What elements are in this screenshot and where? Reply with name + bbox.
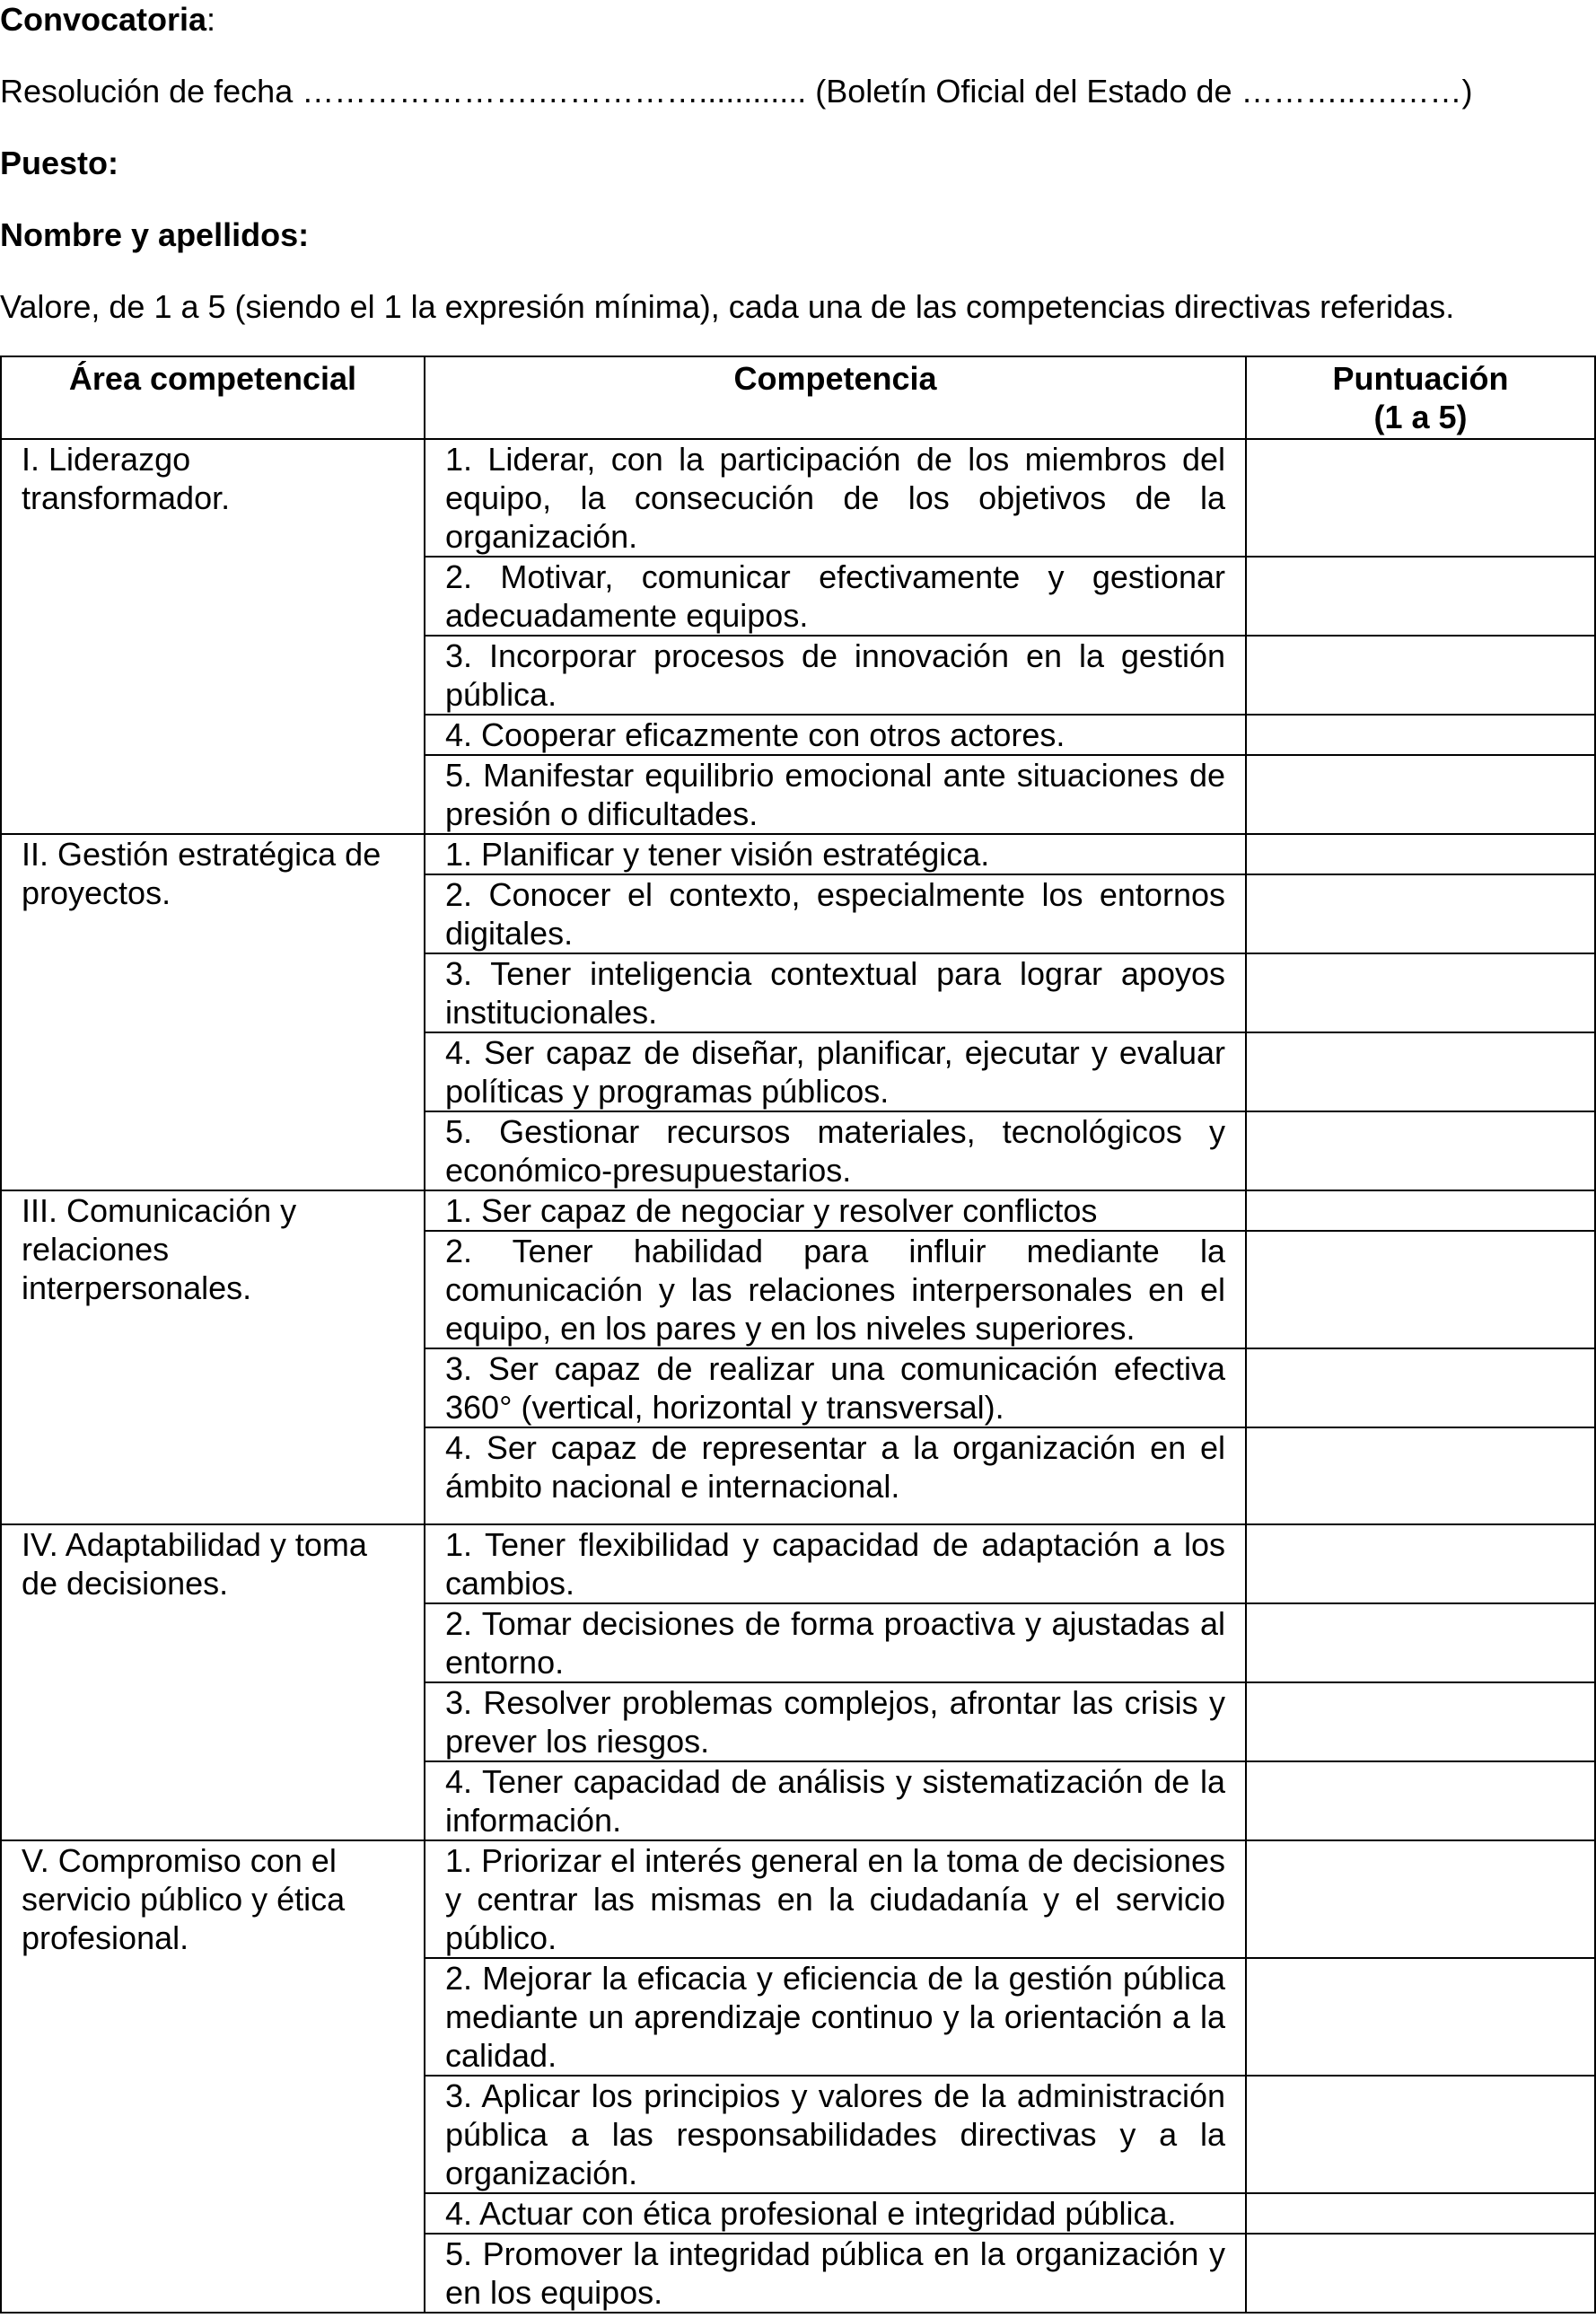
table-body [1,439,1595,2313]
puntuacion-cell[interactable] [1246,874,1595,953]
competencia-text: 4. Ser capaz de diseñar, planificar, ejecutar y evaluar políticas y programas públicos. [425,1032,1246,1111]
puntuacion-cell[interactable] [1246,2193,1595,2234]
competencia-text: 4. Cooperar eficazmente con otros actores. [425,715,1246,755]
competencia-text: 3. Incorporar procesos de innovación en la gestión pública. [425,636,1246,715]
convocatoria-colon: : [206,1,216,38]
header-area: Área competencial [1,356,425,439]
competencia-text: 1. Priorizar el interés general en la toma de decisiones y centrar las mismas en la ciudadanía y el servicio público. [425,1840,1246,1958]
competencia-text: 5. Gestionar recursos materiales, tecnológicos y económico-presupuestarios. [425,1111,1246,1190]
puntuacion-cell[interactable] [1246,715,1595,755]
header-puntuacion [1246,356,1595,439]
puntuacion-cell[interactable] [1246,2076,1595,2193]
competencia-text: 1. Ser capaz de negociar y resolver conflictos [425,1190,1246,1231]
competencia-text: 1. Planificar y tener visión estratégica. [425,834,1246,874]
puntuacion-cell[interactable] [1246,1682,1595,1761]
puntuacion-cell[interactable] [1246,1603,1595,1682]
header-competencia: Competencia [425,356,1246,439]
competencia-text: 1. Tener flexibilidad y capacidad de adaptación a los cambios. [425,1524,1246,1603]
competencia-text: 2. Mejorar la eficacia y eficiencia de la gestión pública mediante un aprendizaje continuo y la orientación a la calidad. [425,1958,1246,2076]
area-name: III. Comunicación y relaciones interpersonales. [1,1190,425,1524]
puntuacion-cell[interactable] [1246,953,1595,1032]
puntuacion-cell[interactable] [1246,1427,1595,1524]
instruction-text: Valore, de 1 a 5 (siendo el 1 la expresión mínima), cada una de las competencias directivas referidas. [0,288,1455,325]
table-row [1,1840,1595,1958]
puntuacion-cell[interactable] [1246,636,1595,715]
competencia-text: 1. Liderar, con la participación de los miembros del equipo, la consecución de los objetivos de la organización. [425,439,1246,557]
competencia-text: 3. Tener inteligencia contextual para lograr apoyos institucionales. [425,953,1246,1032]
area-name: II. Gestión estratégica de proyectos. [1,834,425,1190]
puntuacion-cell[interactable] [1246,834,1595,874]
puntuacion-cell[interactable] [1246,1190,1595,1231]
header-puntuacion-line1: Puntuación [1332,360,1509,397]
puntuacion-cell[interactable] [1246,1524,1595,1603]
area-name: IV. Adaptabilidad y toma de decisiones. [1,1524,425,1840]
competencia-text: 3. Ser capaz de realizar una comunicación efectiva 360° (vertical, horizontal y transversal). [425,1348,1246,1427]
table-row [1,439,1595,557]
competencia-text: 5. Promover la integridad pública en la organización y en los equipos. [425,2234,1246,2313]
puntuacion-cell[interactable] [1246,1111,1595,1190]
competencia-text: 2. Motivar, comunicar efectivamente y gestionar adecuadamente equipos. [425,557,1246,636]
puntuacion-cell[interactable] [1246,1032,1595,1111]
table-row [1,834,1595,874]
puntuacion-cell[interactable] [1246,755,1595,834]
competencias-table [0,356,1596,2314]
competencia-text: 5. Manifestar equilibrio emocional ante situaciones de presión o dificultades. [425,755,1246,834]
resolucion-line: Resolución de fecha ………………….……………............ (Boletín Oficial del Estado de ………..….……) [0,73,1473,110]
competencia-text: 4. Actuar con ética profesional e integridad pública. [425,2193,1246,2234]
competencia-text: 2. Tomar decisiones de forma proactiva y ajustadas al entorno. [425,1603,1246,1682]
puntuacion-cell[interactable] [1246,1958,1595,2076]
puntuacion-cell[interactable] [1246,1348,1595,1427]
puntuacion-cell[interactable] [1246,1761,1595,1840]
table-row [1,1190,1595,1231]
competencia-text: 3. Resolver problemas complejos, afrontar las crisis y prever los riesgos. [425,1682,1246,1761]
puntuacion-cell[interactable] [1246,1840,1595,1958]
competencia-text: 4. Ser capaz de representar a la organización en el ámbito nacional e internacional. [425,1427,1246,1524]
puesto-label: Puesto: [0,145,119,181]
puntuacion-cell[interactable] [1246,2234,1595,2313]
convocatoria-label: Convocatoria [0,1,207,38]
competencia-text: 2. Tener habilidad para influir mediante la comunicación y las relaciones interpersonales en el equipo, en los pares y en los niveles superiores. [425,1231,1246,1348]
nombre-label: Nombre y apellidos: [0,216,310,253]
convocatoria-line [0,0,215,40]
competencia-text: 3. Aplicar los principios y valores de la administración pública a las responsabilidades directivas y a la organización. [425,2076,1246,2193]
puntuacion-cell[interactable] [1246,439,1595,557]
table-row [1,1524,1595,1603]
puntuacion-cell[interactable] [1246,1231,1595,1348]
competencia-text: 2. Conocer el contexto, especialmente los entornos digitales. [425,874,1246,953]
competencia-text: 4. Tener capacidad de análisis y sistematización de la información. [425,1761,1246,1840]
table-header-row [1,356,1595,439]
area-name: I. Liderazgo transformador. [1,439,425,834]
area-name: V. Compromiso con el servicio público y ética profesional. [1,1840,425,2313]
puntuacion-cell[interactable] [1246,557,1595,636]
header-puntuacion-line2: (1 a 5) [1373,399,1468,435]
